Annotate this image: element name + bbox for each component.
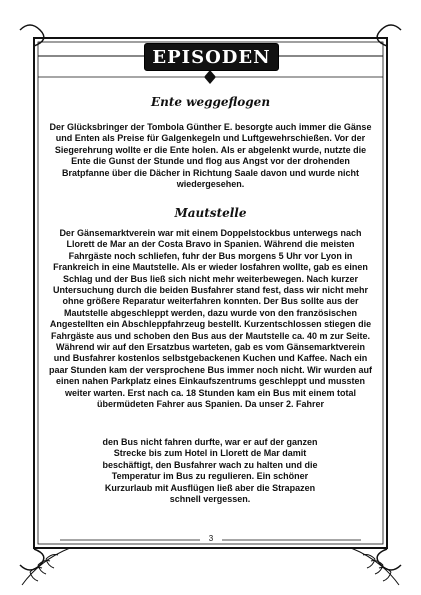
episode-body: Der Gänsemarktverein war mit einem Doppelstockbus unterwegs nach Llorett de Mar an der Costa Bravo in Spanien. Während die meisten Fahrgäste noch schliefen, fuhr der Bus morgens 5 Uhr vor Lyon in Frankreich in eine Mautstelle. Als er wieder losfahren wollte, gab es einen Schlag und der Bus ließ sich nicht mehr weiterbewegen. Nach kurzer Untersuchung durch die beiden Busfahrer stand fest, dass wir nicht mehr ohne größere Reparatur weiterfahren konnten. Der Bus sollte aus der Mautstelle abgeschleppt werden, dazu wurde von den französischen Angestellten ein Abschleppfahrzeug bestellt. Kurzentschlossen stiegen die Fahrgäste aus und schoben den Bus aus der Mautstelle ca. 40 m zur Seite. Während wir auf den Ersatzbus warteten, gab es vom Gänsemarktverein und Busfahrer kostenlos selbstgebackenen Kuchen und Kaffee. Nach ein paar Stunden kam der versprochene Bus immer noch nicht. Wir wurden auf einen nahen Parkplatz eines Einkaufszentrums geschleppt und mussten weiter warten. Erst nach ca. 18 Stunden kam ein Bus mit einem total übermüdeten Fahrer aus Spanien. Da unser 2. Fahrer (49, 228, 372, 410)
page-number: 3 (208, 534, 214, 543)
episode-title: Ente weggeflogen (150, 95, 271, 109)
episode-body-continued: den Bus nicht fahren durfte, war er auf der ganzen Strecke bis zum Hotel in Llorett de Mar damit beschäftigt, den Busfahrer wach zu halten und die Temperatur im Bus zu regulieren. Ein schöner Kurzurlaub mit Ausflügen ließ aber die Strapazen schnell vergessen. (102, 437, 318, 505)
episode-body: Der Glücksbringer der Tombola Günther E. besorgte auch immer die Gänse und Enten als Preise für Galgenkegeln und Luftgewehrschießen. Vor der Siegerehrung wollte er die Ente holen. Als er abgelenkt wurde, nutzte die Ente die Gunst der Stunde und flog aus Angst vor der drohenden Bratpfanne über die Dächer in Richtung Saale davon und wurde nicht wiedergesehen. (49, 122, 372, 190)
banner-title: EPISODEN (152, 46, 271, 68)
episode-title: Mautstelle (174, 206, 247, 220)
header-banner (144, 43, 279, 71)
